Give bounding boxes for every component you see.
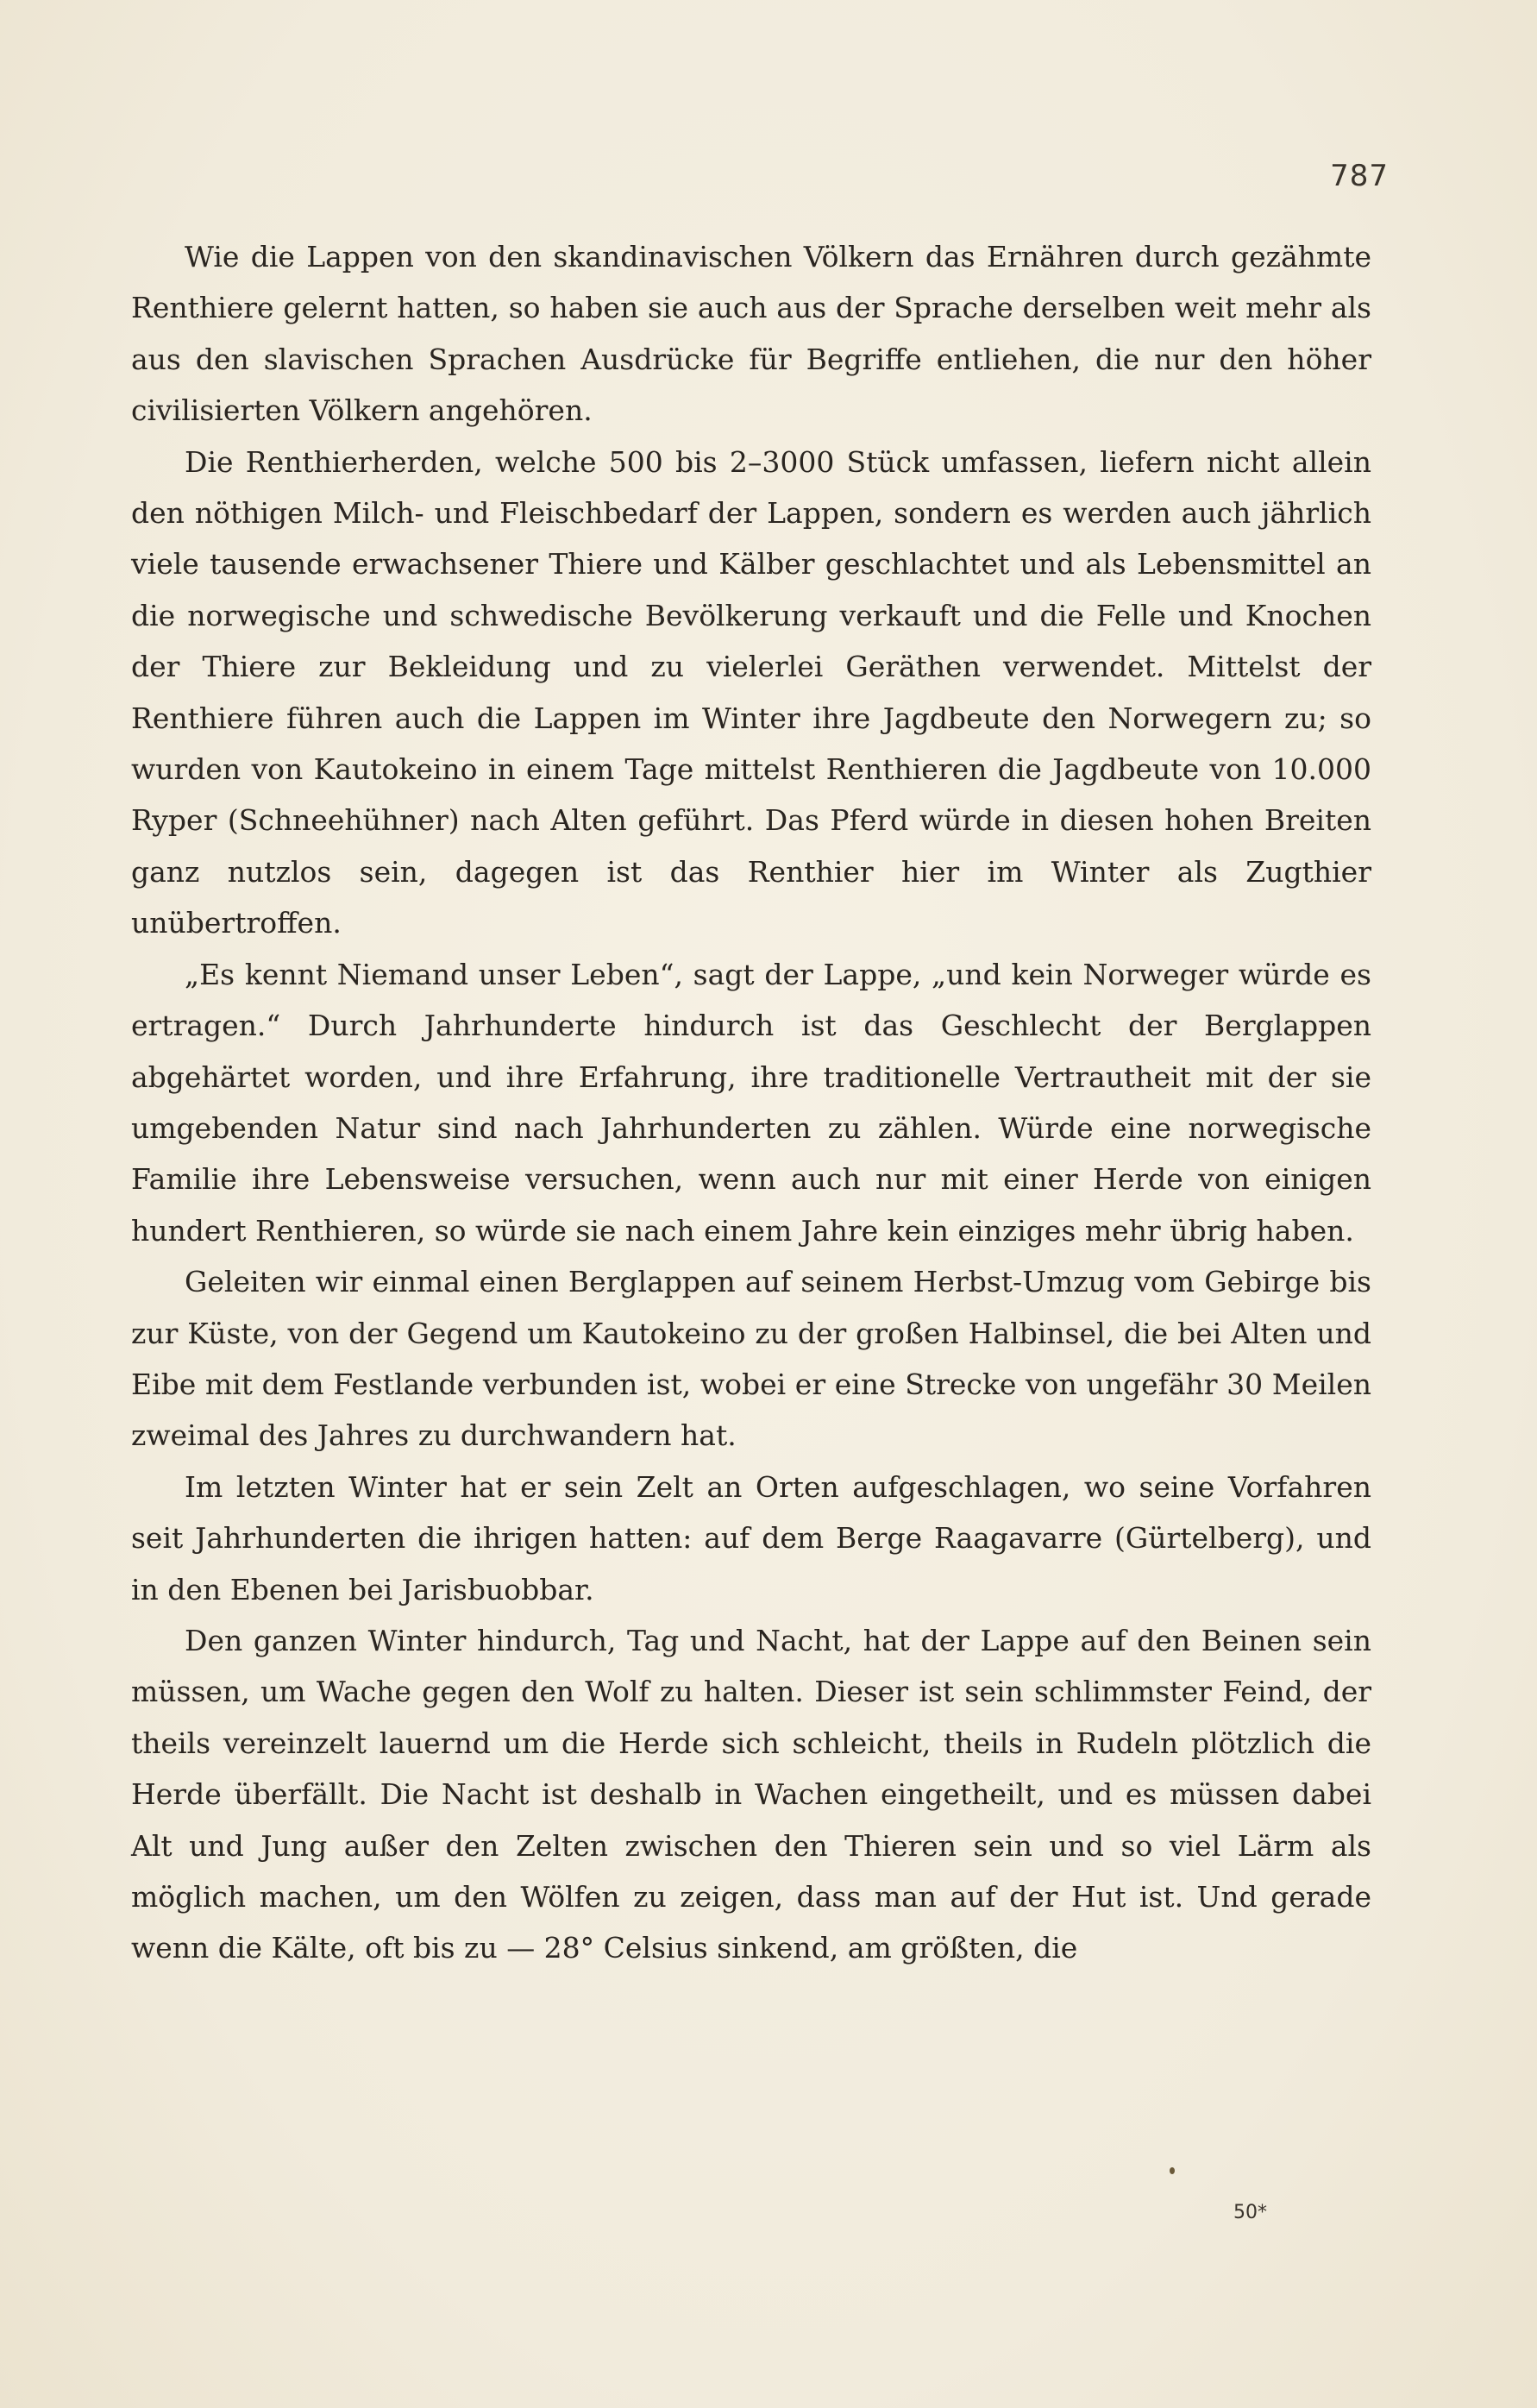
paragraph-5: Im letzten Winter hat er sein Zelt an Orten aufgeschlagen, wo seine Vorfahren seit Jahrhunderten die ihrigen hatten: auf dem Berge Raagavarre (Gürtelberg), und in den Ebenen bei Jarisbuobbar.	[131, 1469, 1371, 1606]
paragraph-1: Wie die Lappen von den skandinavischen Völkern das Ernähren durch gezähmte Renthiere gelernt hatten, so haben sie auch aus der Sprache derselben weit mehr als aus den slavischen Sprachen Ausdrücke für Begriffe entliehen, die nur den höher civilisierten Völkern angehören.	[131, 240, 1371, 428]
ink-dot	[1170, 2167, 1175, 2174]
page-number: 787	[1330, 159, 1389, 193]
paragraph-4: Geleiten wir einmal einen Berglappen auf seinem Herbst-Umzug vom Gebirge bis zur Küste, von der Gegend um Kautokeino zu der großen Halbinsel, die bei Alten und Eibe mit dem Festlande verbunden ist, wobei er eine Strecke von ungefähr 30 Meilen zweimal des Jahres zu durchwandern hat.	[131, 1265, 1371, 1453]
signature-mark: 50*	[1233, 2202, 1267, 2223]
body-text	[131, 231, 1371, 1974]
paragraph-2: Die Renthierherden, welche 500 bis 2–3000 Stück umfassen, liefern nicht allein den nöthigen Milch- und Fleischbedarf der Lappen, sondern es werden auch jährlich viele tausende erwachsener Thiere und Kälber geschlachtet und als Lebensmittel an die norwegische und schwedische Bevölkerung verkauft und die Felle und Knochen der Thiere zur Bekleidung und zu vielerlei Geräthen verwendet. Mittelst der Renthiere führen auch die Lappen im Winter ihre Jagdbeute den Norwegern zu; so wurden von Kautokeino in einem Tage mittelst Renthieren die Jagdbeute von 10.000 Ryper (Schneehühner) nach Alten geführt. Das Pferd würde in diesen hohen Breiten ganz nutzlos sein, dagegen ist das Renthier hier im Winter als Zugthier unübertroffen.	[131, 444, 1371, 940]
paragraph-3: „Es kennt Niemand unser Leben“, sagt der Lappe, „und kein Norweger würde es ertragen.“ Durch Jahrhunderte hindurch ist das Geschlecht der Berglappen abgehärtet worden, und ihre Erfahrung, ihre traditionelle Vertrautheit mit der sie umgebenden Natur sind nach Jahrhunderten zu zählen. Würde eine norwegische Familie ihre Lebensweise versuchen, wenn auch nur mit einer Herde von einigen hundert Renthieren, so würde sie nach einem Jahre kein einziges mehr übrig haben.	[131, 957, 1371, 1248]
paragraph-6: Den ganzen Winter hindurch, Tag und Nacht, hat der Lappe auf den Beinen sein müssen, um Wache gegen den Wolf zu halten. Dieser ist sein schlimmster Feind, der theils vereinzelt lauernd um die Herde sich schleicht, theils in Rudeln plötzlich die Herde überfällt. Die Nacht ist deshalb in Wachen eingetheilt, und es müssen dabei Alt und Jung außer den Zelten zwischen den Thieren sein und so viel Lärm als möglich machen, um den Wölfen zu zeigen, dass man auf der Hut ist. Und gerade wenn die Kälte, oft bis zu — 28° Celsius sinkend, am größten, die	[131, 1623, 1371, 1965]
